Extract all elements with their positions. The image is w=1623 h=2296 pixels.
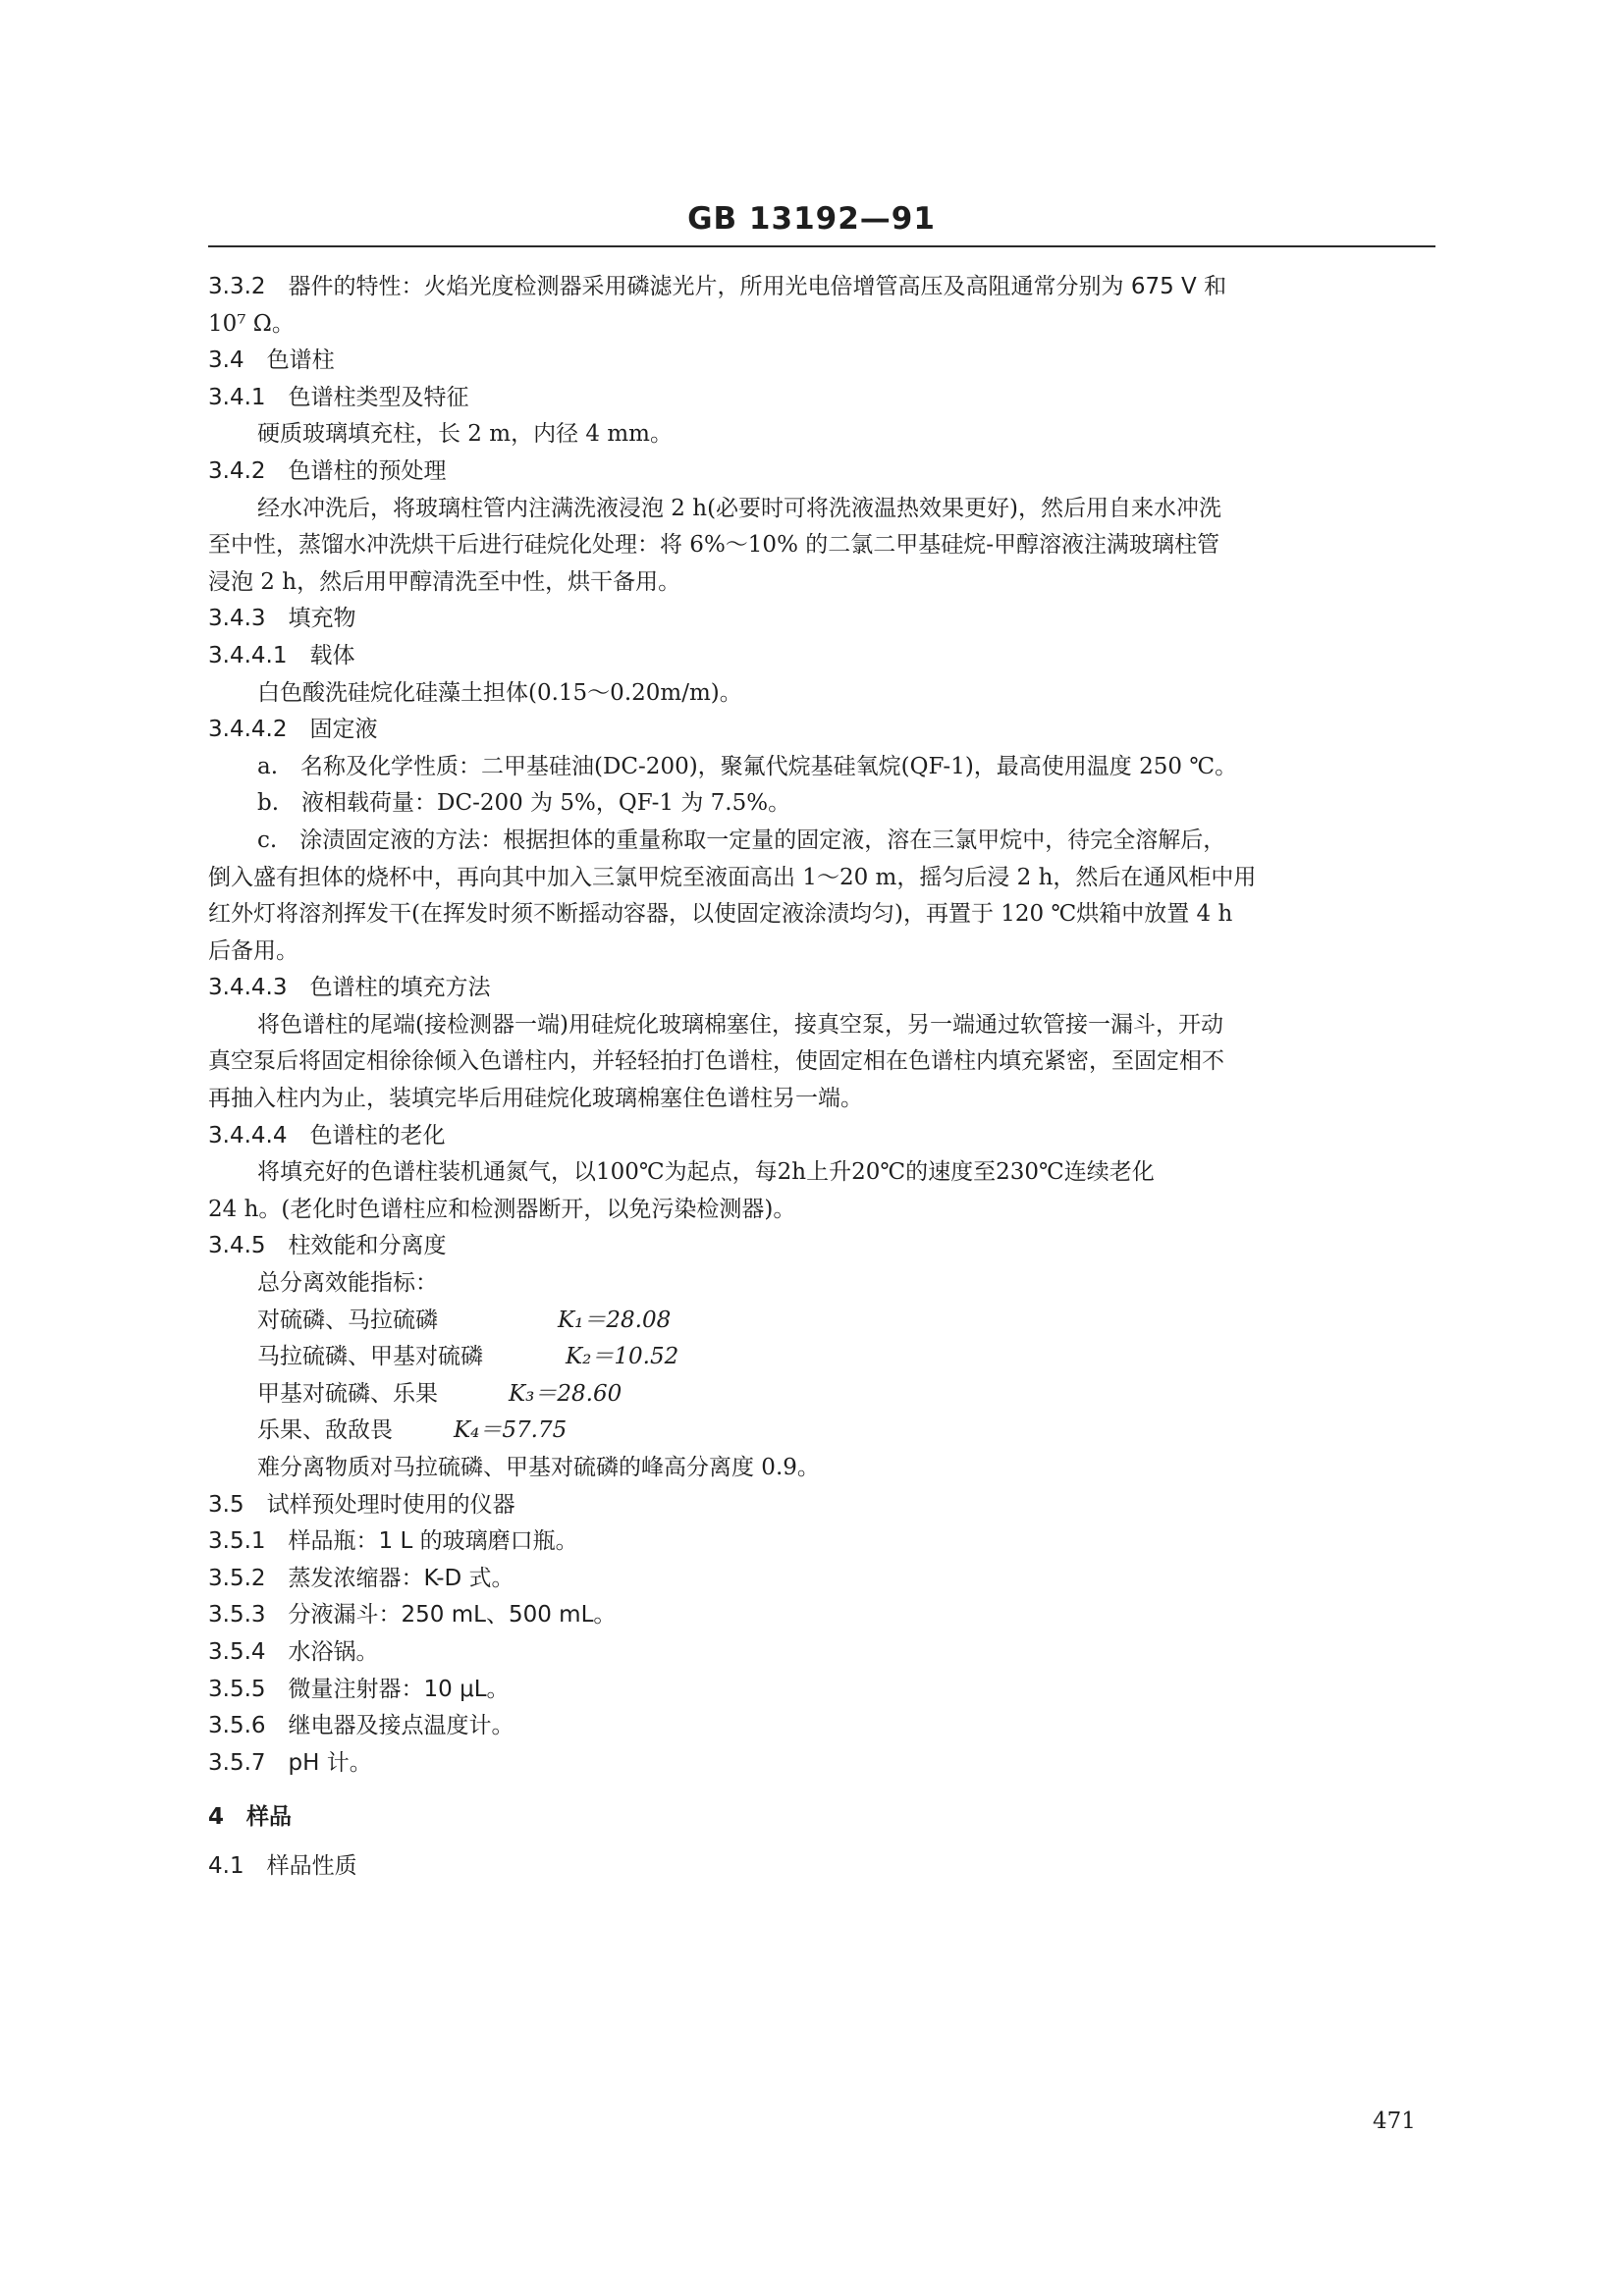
clause-3-3-2-cont: 10⁷ Ω。 [208,310,295,337]
item-c-1: c. 涂渍固定液的方法：根据担体的重量称取一定量的固定液，溶在三氯甲烷中，待完全溶解后， [257,827,1226,853]
efficiency-pair-3: 甲基对硫磷、乐果 [257,1380,438,1407]
heading-3-4-2: 3.4.2 色谱柱的预处理 [208,457,447,484]
paragraph-filling-3: 再抽入柱内为止，装填完毕后用硅烷化玻璃棉塞住色谱柱另一端。 [208,1086,863,1112]
paragraph-filling-2: 真空泵后将固定相徐徐倾入色谱柱内，并轻轻拍打色谱柱，使固定相在色谱柱内填充紧密，至固定相不 [208,1048,1224,1075]
efficiency-value-3: K₃＝28.60 [509,1380,622,1407]
clause-3-5-5: 3.5.5 微量注射器：10 μL。 [208,1676,510,1702]
item-c-2: 倒入盛有担体的烧杯中，再向其中加入三氯甲烷至液面高出 1～20 m，摇匀后浸 2 h，然后在通风柜中用 [208,864,1257,890]
spacer [208,1782,1435,1799]
heading-3-4-4-2: 3.4.4.2 固定液 [208,717,378,743]
efficiency-pair-2: 马拉硫磷、甲基对硫磷 [257,1344,483,1370]
clause-3-3-2: 3.3.2 器件的特性：火焰光度检测器采用磷滤光片，所用光电倍增管高压及高阻通常分别为 675 V 和 [208,274,1227,299]
item-c-3: 红外灯将溶剂挥发干(在挥发时须不断摇动容器，以使固定液涂渍均匀)，再置于 120 ℃烘箱中放置 4 h [208,901,1233,928]
clause-3-5-1: 3.5.1 样品瓶：1 L 的玻璃磨口瓶。 [208,1528,578,1555]
efficiency-value-4: K₄＝57.75 [454,1417,568,1444]
clause-3-5-6: 3.5.6 继电器及接点温度计。 [208,1713,514,1739]
item-c-4: 后备用。 [208,937,298,964]
efficiency-value-1: K₁＝28.08 [558,1307,672,1333]
efficiency-row-1 [208,1303,1435,1340]
document-body [208,269,1435,1886]
paragraph-pretreatment-3: 浸泡 2 h，然后用甲醇清洗至中性，烘干备用。 [208,568,681,595]
efficiency-row-4 [208,1413,1435,1450]
paragraph-efficiency-intro: 总分离效能指标： [257,1270,438,1297]
efficiency-value-2: K₂＝10.52 [566,1344,679,1370]
clause-3-5-7: 3.5.7 pH 计。 [208,1749,372,1776]
heading-3-4-4-3: 3.4.4.3 色谱柱的填充方法 [208,975,491,1001]
heading-3-4-4-1: 3.4.4.1 载体 [208,642,355,668]
paragraph-column-type: 硬质玻璃填充柱，长 2 m，内径 4 mm。 [257,421,673,448]
item-b: b. 液相载荷量：DC-200 为 5%，QF-1 为 7.5%。 [257,790,791,817]
paragraph-aging-1: 将填充好的色谱柱装机通氮气，以100℃为起点，每2h上升20℃的速度至230℃连续老化 [257,1159,1155,1186]
heading-3-4-3: 3.4.3 填充物 [208,606,356,632]
efficiency-pair-4: 乐果、敌敌畏 [257,1417,393,1444]
paragraph-filling-1: 将色谱柱的尾端(接检测器一端)用硅烷化玻璃棉塞住，接真空泵，另一端通过软管接一漏斗，开动 [257,1011,1223,1038]
item-a: a. 名称及化学性质：二甲基硅油(DC-200)，聚氟代烷基硅氧烷(QF-1)，最高使用温度 250 ℃。 [257,753,1238,779]
heading-4-1: 4.1 样品性质 [208,1852,357,1879]
heading-3-4-5: 3.4.5 柱效能和分离度 [208,1233,447,1259]
paragraph-aging-2: 24 h。(老化时色谱柱应和检测器断开，以免污染检测器)。 [208,1196,796,1222]
clause-3-5-3: 3.5.3 分液漏斗：250 mL、500 mL。 [208,1602,617,1629]
heading-3-5: 3.5 试样预处理时使用的仪器 [208,1491,515,1518]
header-rule [208,245,1435,247]
efficiency-row-3 [208,1376,1435,1414]
heading-4: 4 样品 [208,1804,293,1831]
clause-3-5-4: 3.5.4 水浴锅。 [208,1638,379,1665]
paragraph-pretreatment-1: 经水冲洗后，将玻璃柱管内注满洗液浸泡 2 h(必要时可将洗液温热效果更好)，然后用自来水冲洗 [257,495,1222,521]
heading-3-4: 3.4 色谱柱 [208,347,335,374]
paragraph-resolution: 难分离物质对马拉硫磷、甲基对硫磷的峰高分离度 0.9。 [257,1455,820,1480]
efficiency-row-2 [208,1339,1435,1376]
efficiency-pair-1: 对硫磷、马拉硫磷 [257,1307,438,1333]
clause-3-5-2: 3.5.2 蒸发浓缩器：K-D 式。 [208,1565,514,1591]
paragraph-carrier: 白色酸洗硅烷化硅藻土担体(0.15～0.20m/m)。 [257,679,742,706]
spacer [208,1837,1435,1848]
heading-3-4-1: 3.4.1 色谱柱类型及特征 [208,384,469,410]
page-number: 471 [1373,2109,1416,2134]
paragraph-pretreatment-2: 至中性，蒸馏水冲洗烘干后进行硅烷化处理：将 6%～10% 的二氯二甲基硅烷-甲醇溶液注满玻璃柱管 [208,532,1220,559]
document-header: GB 13192—91 [687,201,936,237]
heading-3-4-4-4: 3.4.4.4 色谱柱的老化 [208,1122,446,1148]
